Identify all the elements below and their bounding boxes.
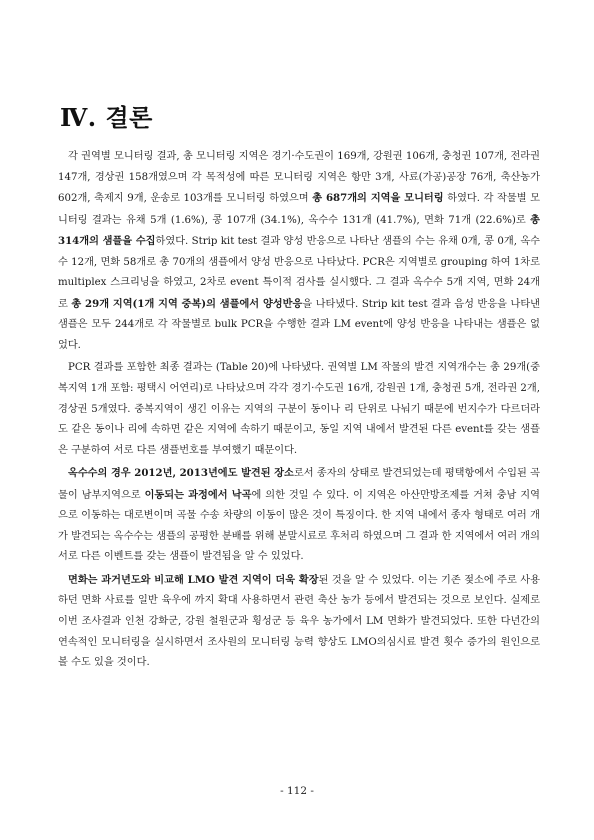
text-run: 된 것을 알 수 있었다. 이는 기존 젖소에 주로 사용하던 면화 사료를 일반 육우에 까지 확대 사용하면서 관련 축산 농가 등에서 발견되는 것으로 보인다. 실제로 이번 조사결과 인천 강화군, 강원 철원군과 횡성군 등 육우 농가에서 LM 면화가 발견되었다. 또한 다년간의 연속적인 모니터링을 실시하면서 조사원의 모니터링 능력 향상도 LMO의심시료 발견 횟수 증가의 원인으로 볼 수도 있을 것이다. bbox=[58, 574, 540, 669]
text-run: 을 나타냈다. Strip kit test 결과 음성 반응을 나타낸 샘플은 모두 244개로 각 작물별로 bulk PCR을 수행한 결과 LM event에 양성 반응을 나타내는 샘플은 없었다. bbox=[58, 298, 540, 351]
emphasized-text: 면화는 과거년도와 비교해 LMO 발견 지역이 더욱 확장 bbox=[68, 573, 319, 586]
text-run: 하였다. Strip kit test 결과 양성 반응으로 나타난 샘플의 수는 유채 0개, 콩 0개, 옥수수 12개, 면화 58개로 총 70개의 샘플에서 양성 반응으로 나타났다. PCR은 지역별로 grouping 하여 1차로 multiplex 스크리닝을 하였고, 2차로 event 특이적 검사를 실시했다. 그 결과 옥수수 5개 지역, 면화 24개로 bbox=[58, 236, 541, 310]
paragraph bbox=[58, 570, 540, 674]
text-run: 에 의한 것일 수 있다. 이 지역은 아산만방조제를 거쳐 충남 지역으로 이동하는 대로변이며 곡물 수송 차량의 이동이 많은 것이 특징이다. 한 지역 내에서 종자 형태로 여러 개가 발견되는 옥수수는 샘플의 공평한 분배를 위해 분말시료로 후처리 하였으며 그 결과 한 지역에서 여러 개의 서로 다른 이벤트를 갖는 샘플이 발견됨을 알 수 있었다. bbox=[58, 489, 540, 563]
paragraph bbox=[58, 358, 540, 461]
paragraph bbox=[58, 463, 540, 568]
emphasized-text: 이동되는 과정에서 낙곡 bbox=[144, 488, 252, 501]
text-run: 하였다. 각 작물별 모니터링 결과는 유채 5개 (1.6%), 콩 107개 (34.1%), 옥수수 131개 (41.7%), 면화 71개 (22.6%)로 bbox=[58, 193, 541, 226]
text-run: PCR 결과를 포함한 최종 결과는 (Table 20)에 나타냈다. 권역별 LM 작물의 발견 지역개수는 총 29개(중복지역 1개 포함: 평택시 어연리)로 나타났으며 각각 경기·수도권 16개, 강원권 1개, 충청권 5개, 전라권 2개, 경상권 5개였다. 중복지역이 생긴 이유는 지역의 구분이 동이나 리 단위로 나눠기 때문에 번지수가 다르더라도 같은 동이나 리에 속하면 같은 지역에 속하기 때문이고, 동일 지역 내에서 발견된 다른 event를 갖는 샘플은 구분하여 서로 다른 샘플번호를 부여했기 때문이다. bbox=[58, 362, 540, 456]
emphasized-text: 총 29개 지역(1개 지역 중복)의 샘플에서 양성반응 bbox=[71, 297, 303, 310]
emphasized-text: 옥수수의 경우 2012년, 2013년에도 발견된 장소 bbox=[68, 467, 294, 480]
emphasized-text: 총 687개의 지역을 모니터링 bbox=[312, 192, 444, 205]
page-number: - 112 - bbox=[280, 785, 314, 797]
text-run: 로서 종자의 상태로 발견되었는데 평택항에서 수입된 곡물이 남부지역으로 bbox=[58, 468, 540, 501]
text-run: 각 권역별 모니터링 결과, 총 모니터링 지역은 경기·수도권이 169개, 강원권 106개, 충청권 107개, 전라권 147개, 경상권 158개였으며 각 목적성에 따른 모니터링 지역은 항만 3개, 사료(가공)공장 76개, 축산농가 602개, 축제지 9개, 운송로 103개를 모니터링 하였으며 bbox=[58, 151, 540, 205]
paragraph bbox=[58, 147, 540, 356]
section-heading: Ⅳ. 결론 bbox=[60, 103, 153, 133]
body-text bbox=[58, 147, 540, 676]
emphasized-text: 총 314개의 샘플을 수집 bbox=[58, 213, 540, 248]
